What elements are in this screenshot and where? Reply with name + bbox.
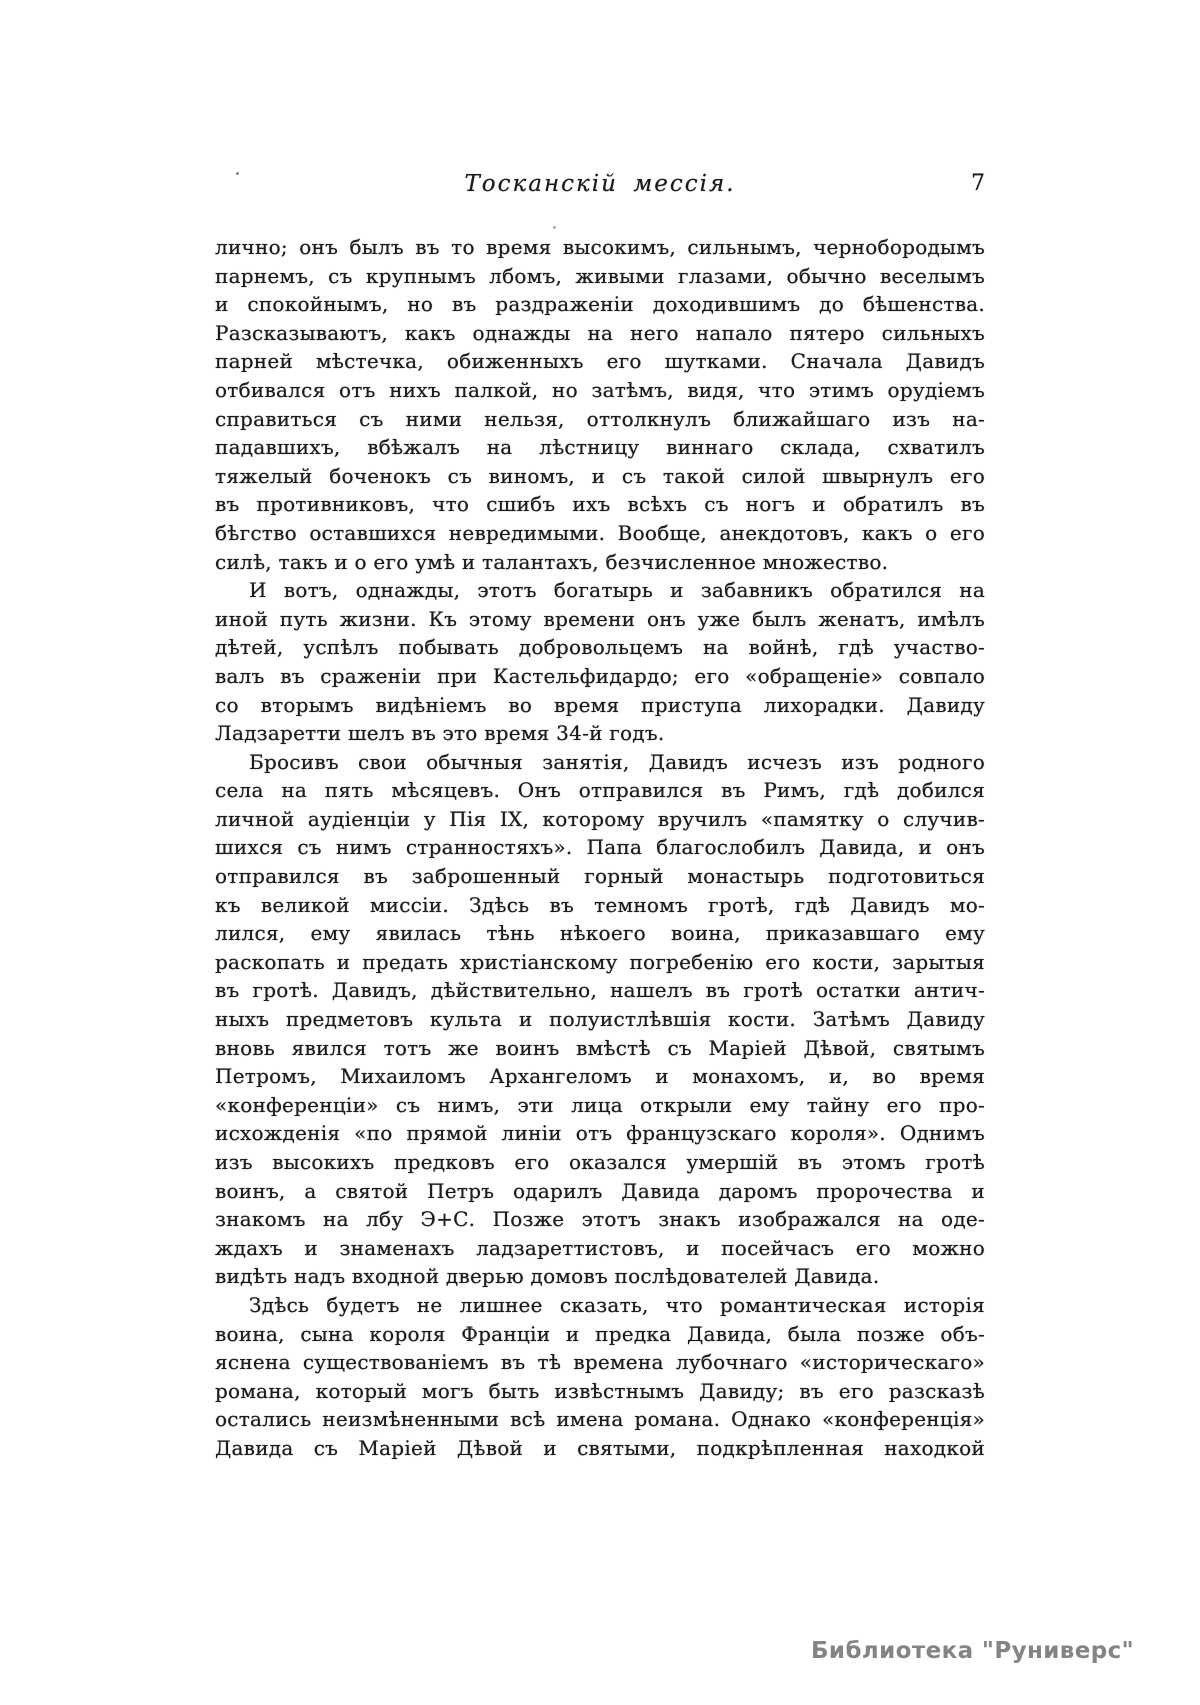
text-line: остались неизмѣненными всѣ имена романа. Однако «конференція» <box>215 1407 985 1432</box>
text-line: И вотъ, однажды, этотъ богатырь и забавникъ обратился на <box>249 578 985 603</box>
text-line: въ гротѣ. Давидъ, дѣйствительно, нашелъ въ гротѣ остатки антич- <box>215 978 985 1003</box>
text-line: справиться съ ними нельзя, оттолкнулъ ближайшаго изъ на- <box>215 406 985 431</box>
text-line: яснена существованіемъ въ тѣ времена лубочнаго «историческаго» <box>215 1350 985 1375</box>
text-line: къ великой миссіи. Здѣсь въ темномъ гротѣ, гдѣ Давидъ мо- <box>215 892 985 917</box>
text-line: дѣтей, успѣлъ побывать добровольцемъ на войнѣ, гдѣ участво- <box>215 635 985 660</box>
watermark-label: Библиотека "Руниверс" <box>811 1638 1135 1664</box>
text-line: «конференціи» съ нимъ, эти лица открыли ему тайну его про- <box>215 1092 985 1117</box>
text-line: лился, ему явилась тѣнь нѣкоего воина, приказавшаго ему <box>215 921 985 946</box>
page-number: 7 <box>971 171 985 196</box>
text-line: силѣ, такъ и о его умѣ и талантахъ, безчисленное множество. <box>215 549 889 574</box>
text-line: иной путь жизни. Къ этому времени онъ уже былъ женатъ, имѣлъ <box>215 606 985 631</box>
text-line: падавшихъ, вбѣжалъ на лѣстницу виннаго склада, схватилъ <box>215 435 985 460</box>
text-line: со вторымъ видѣніемъ во время приступа лихорадки. Давиду <box>215 692 985 717</box>
body-text <box>215 233 985 1463</box>
text-line: бѣгство оставшихся невредимыми. Вообще, анекдотовъ, какъ о его <box>215 520 985 545</box>
text-line: знакомъ на лбу Э+С. Позже этотъ знакъ изображался на оде- <box>215 1207 985 1232</box>
text-line: парнемъ, съ крупнымъ лбомъ, живыми глазами, обычно веселымъ <box>215 263 985 288</box>
text-line: парней мѣстечка, обиженныхъ его шутками. Сначала Давидъ <box>215 349 985 374</box>
text-line: въ противниковъ, что сшибъ ихъ всѣхъ съ ногъ и обратилъ въ <box>215 492 985 517</box>
text-line: воинъ, а святой Петръ одарилъ Давида даромъ пророчества и <box>215 1178 985 1203</box>
text-line: личной аудіенціи у Пія IX, которому вручилъ «памятку о случив- <box>215 806 985 831</box>
text-line: ждахъ и знаменахъ ладзареттистовъ, и посейчасъ его можно <box>215 1235 985 1260</box>
text-line: Петромъ, Михаиломъ Архангеломъ и монахомъ, и, во время <box>215 1064 985 1089</box>
text-line: шихся съ нимъ странностяхъ». Папа благослобилъ Давида, и онъ <box>215 835 985 860</box>
text-line: Здѣсь будетъ не лишнее сказать, что романтическая исторія <box>249 1292 985 1317</box>
text-line: тяжелый боченокъ съ виномъ, и съ такой силой швырнулъ его <box>215 463 985 488</box>
text-line: Давида съ Маріей Дѣвой и святыми, подкрѣпленная находкой <box>215 1435 985 1460</box>
text-line: романа, который могъ быть извѣстнымъ Давиду; въ его разсказѣ <box>215 1378 985 1403</box>
text-line: видѣть надъ входной дверью домовъ послѣдователей Давида. <box>215 1264 880 1289</box>
page-title: Тосканскій мессія. <box>464 171 736 197</box>
text-line: исхожденія «по прямой линіи отъ французскаго короля». Однимъ <box>215 1121 985 1146</box>
text-line: изъ высокихъ предковъ его оказался умершій въ этомъ гротѣ <box>215 1150 985 1174</box>
text-line: Разсказываютъ, какъ однажды на него напало пятеро сильныхъ <box>215 320 985 345</box>
text-line: и спокойнымъ, но въ раздраженіи доходившимъ до бѣшенства. <box>215 292 985 317</box>
text-line: села на пять мѣсяцевъ. Онъ отправился въ Римъ, гдѣ добился <box>215 778 985 803</box>
text-line: отбивался отъ нихъ палкой, но затѣмъ, видя, что этимъ орудіемъ <box>215 377 985 402</box>
text-line: валъ въ сраженіи при Кастельфидардо; его «обращеніе» совпало <box>215 663 985 688</box>
text-line: лично; онъ былъ въ то время высокимъ, сильнымъ, чернобородымъ <box>215 235 985 259</box>
text-line: раскопать и предать христіанскому погребенію его кости, зарытыя <box>215 949 985 974</box>
text-line: отправился въ заброшенный горный монастырь подготовиться <box>215 864 985 889</box>
text-line: ныхъ предметовъ культа и полуистлѣвшія кости. Затѣмъ Давиду <box>215 1007 985 1032</box>
text-line: вновь явился тотъ же воинъ вмѣстѣ съ Маріей Дѣвой, святымъ <box>215 1035 985 1060</box>
scan-speck <box>236 172 239 175</box>
scan-speck <box>553 226 556 229</box>
text-line: Бросивъ свои обычныя занятія, Давидъ исчезъ изъ родного <box>249 749 985 774</box>
text-line: Ладзаретти шелъ въ это время 34-й годъ. <box>215 721 665 746</box>
text-line: воина, сына короля Франціи и предка Давида, была позже объ- <box>215 1321 985 1346</box>
